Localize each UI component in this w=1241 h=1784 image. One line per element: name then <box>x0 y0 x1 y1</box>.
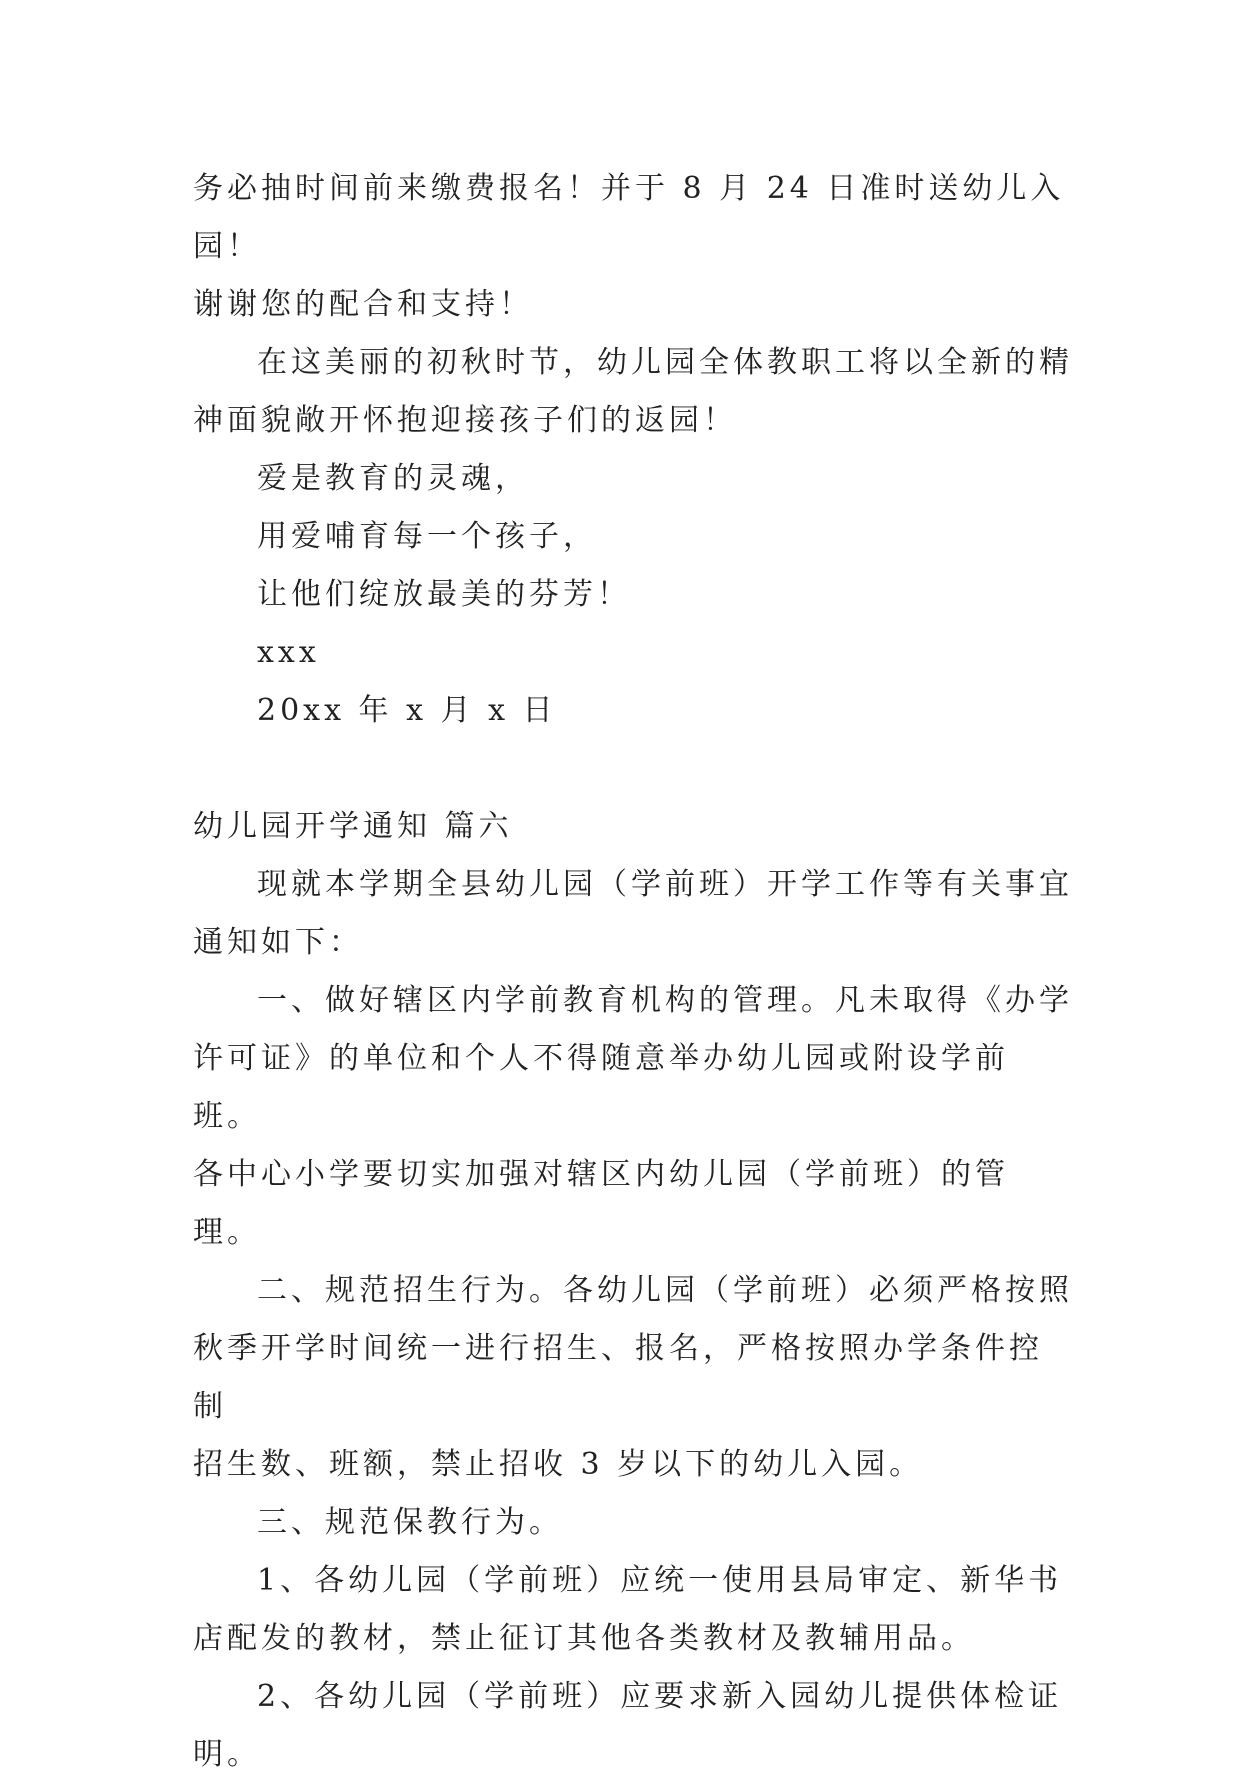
text-line: 各中心小学要切实加强对辖区内幼儿园（学前班）的管理。 <box>193 1157 1009 1250</box>
section-title: 幼儿园开学通知 篇六 <box>193 809 513 844</box>
text-line: 2、各幼儿园（学前班）应要求新入园幼儿提供体检证 <box>257 1679 1063 1714</box>
poem <box>193 450 1073 624</box>
text-line: 秋季开学时间统一进行招生、报名，严格按照办学条件控制 <box>193 1331 1043 1424</box>
text-line: 店配发的教材，禁止征订其他各类教材及教辅用品。 <box>193 1621 975 1656</box>
text-line: 1、各幼儿园（学前班）应统一使用县局审定、新华书 <box>257 1563 1063 1598</box>
text-line: 务必抽时间前来缴费报名！并于 8 月 24 日准时送幼儿入园！ <box>193 171 1065 264</box>
section-spacer <box>193 740 1073 798</box>
document-body <box>193 160 1073 1784</box>
text-line: 通知如下： <box>193 925 363 960</box>
item-1-paragraph <box>193 972 1073 1262</box>
text-line: 谢谢您的配合和支持！ <box>193 287 533 322</box>
text-line: 现就本学期全县幼儿园（学前班）开学工作等有关事宜 <box>257 867 1073 902</box>
text-line: 许可证》的单位和个人不得随意举办幼儿园或附设学前班。 <box>193 1041 1009 1134</box>
text-line: 三、规范保教行为。 <box>257 1505 563 1540</box>
text-line: 二、规范招生行为。各幼儿园（学前班）必须严格按照 <box>257 1273 1073 1308</box>
poem-line: 爱是教育的灵魂， <box>257 461 529 496</box>
continued-paragraph <box>193 160 1073 334</box>
text-line: 神面貌敞开怀抱迎接孩子们的返园！ <box>193 403 737 438</box>
item-2-paragraph <box>193 1262 1073 1494</box>
poem-line: 用爱哺育每一个孩子， <box>257 519 597 554</box>
text-line: 明。 <box>193 1737 261 1772</box>
text-line: 在这美丽的初秋时节，幼儿园全体教职工将以全新的精 <box>257 345 1073 380</box>
item-3-paragraph <box>193 1494 1073 1552</box>
sub-item-1-paragraph <box>193 1552 1073 1668</box>
date: 20xx 年 x 月 x 日 <box>257 693 557 728</box>
autumn-paragraph <box>193 334 1073 450</box>
signature: xxx <box>257 635 320 670</box>
text-line: 招生数、班额，禁止招收 3 岁以下的幼儿入园。 <box>193 1447 924 1482</box>
intro-paragraph <box>193 856 1073 972</box>
sub-item-2-paragraph <box>193 1668 1073 1784</box>
poem-line: 让他们绽放最美的芬芳！ <box>257 577 631 612</box>
text-line: 一、做好辖区内学前教育机构的管理。凡未取得《办学 <box>257 983 1073 1018</box>
